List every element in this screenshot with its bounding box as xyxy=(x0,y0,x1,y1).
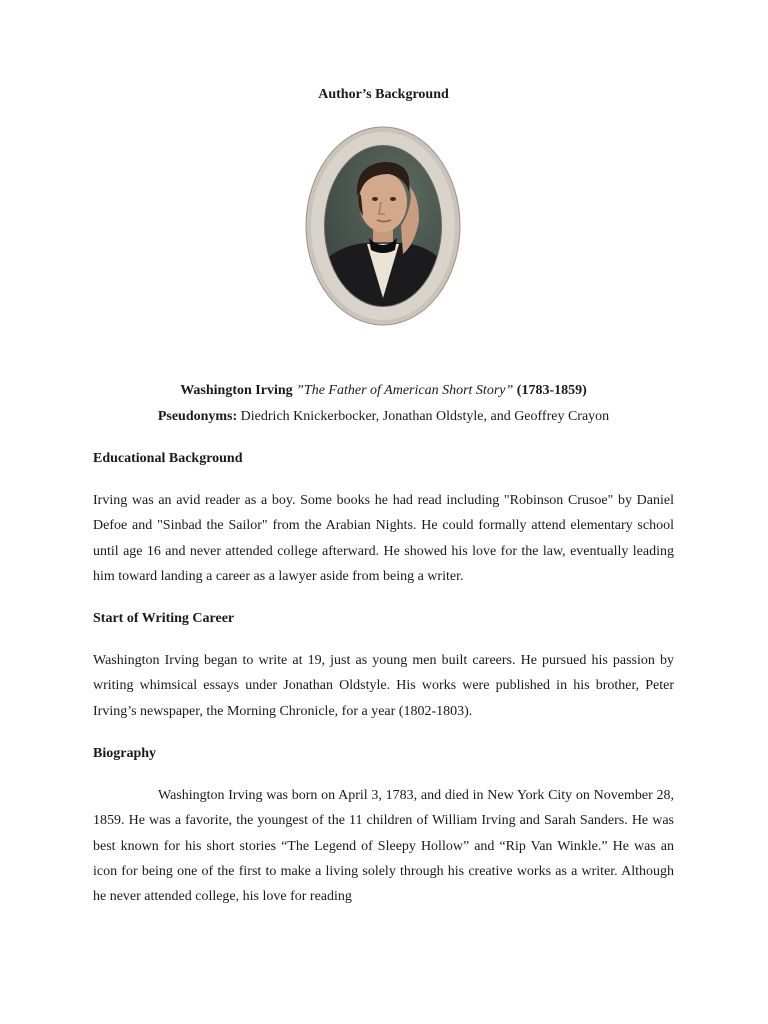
page-title: Author’s Background xyxy=(318,87,449,102)
section-text-biography: Washington Irving was born on April 3, 1783, and died in New York City on November 28, 1859. He was a favorite, the youngest of the 11 children of William Irving and Sarah Sanders. He was best known for his short stories “The Legend of Sleepy Hollow” and “Rip Van Winkle.” He was an icon for being one of the first to make a living solely through his creative works as a writer. Although he never attended college, his love for reading xyxy=(93,788,674,905)
section-heading-education: Educational Background xyxy=(93,451,243,466)
pseudonyms-label: Pseudonyms: xyxy=(157,409,238,424)
author-epithet: ”The Father of American Short Story” xyxy=(296,383,514,398)
author-years: (1783-1859) xyxy=(516,383,587,398)
section-heading-writing-career: Start of Writing Career xyxy=(93,611,235,626)
pseudonyms-line xyxy=(93,409,674,425)
author-portrait xyxy=(305,126,461,326)
section-text-writing-career: Washington Irving began to write at 19, just as young men built careers. He pursued his passion by writing whimsical essays under Jonathan Oldstyle. His works were published in his brother, Peter Irving’s newspaper, the Morning Chronicle, for a year (1802-1803). xyxy=(93,653,674,719)
pseudonyms-value: Diedrich Knickerbocker, Jonathan Oldstyle, and Geoffrey Crayon xyxy=(237,409,610,424)
section-text-education: Irving was an avid reader as a boy. Some books he had read including "Robinson Crusoe" by Daniel Defoe and "Sinbad the Sailor" from the Arabian Nights. He could formally attend elementary school until age 16 and never attended college afterward. He showed his love for the law, eventually leading him toward landing a career as a lawyer aside from being a writer. xyxy=(93,493,674,584)
author-subject-line xyxy=(93,383,674,399)
document-page xyxy=(93,0,674,1024)
author-name: Washington Irving xyxy=(180,383,293,398)
section-heading-biography: Biography xyxy=(93,746,157,761)
